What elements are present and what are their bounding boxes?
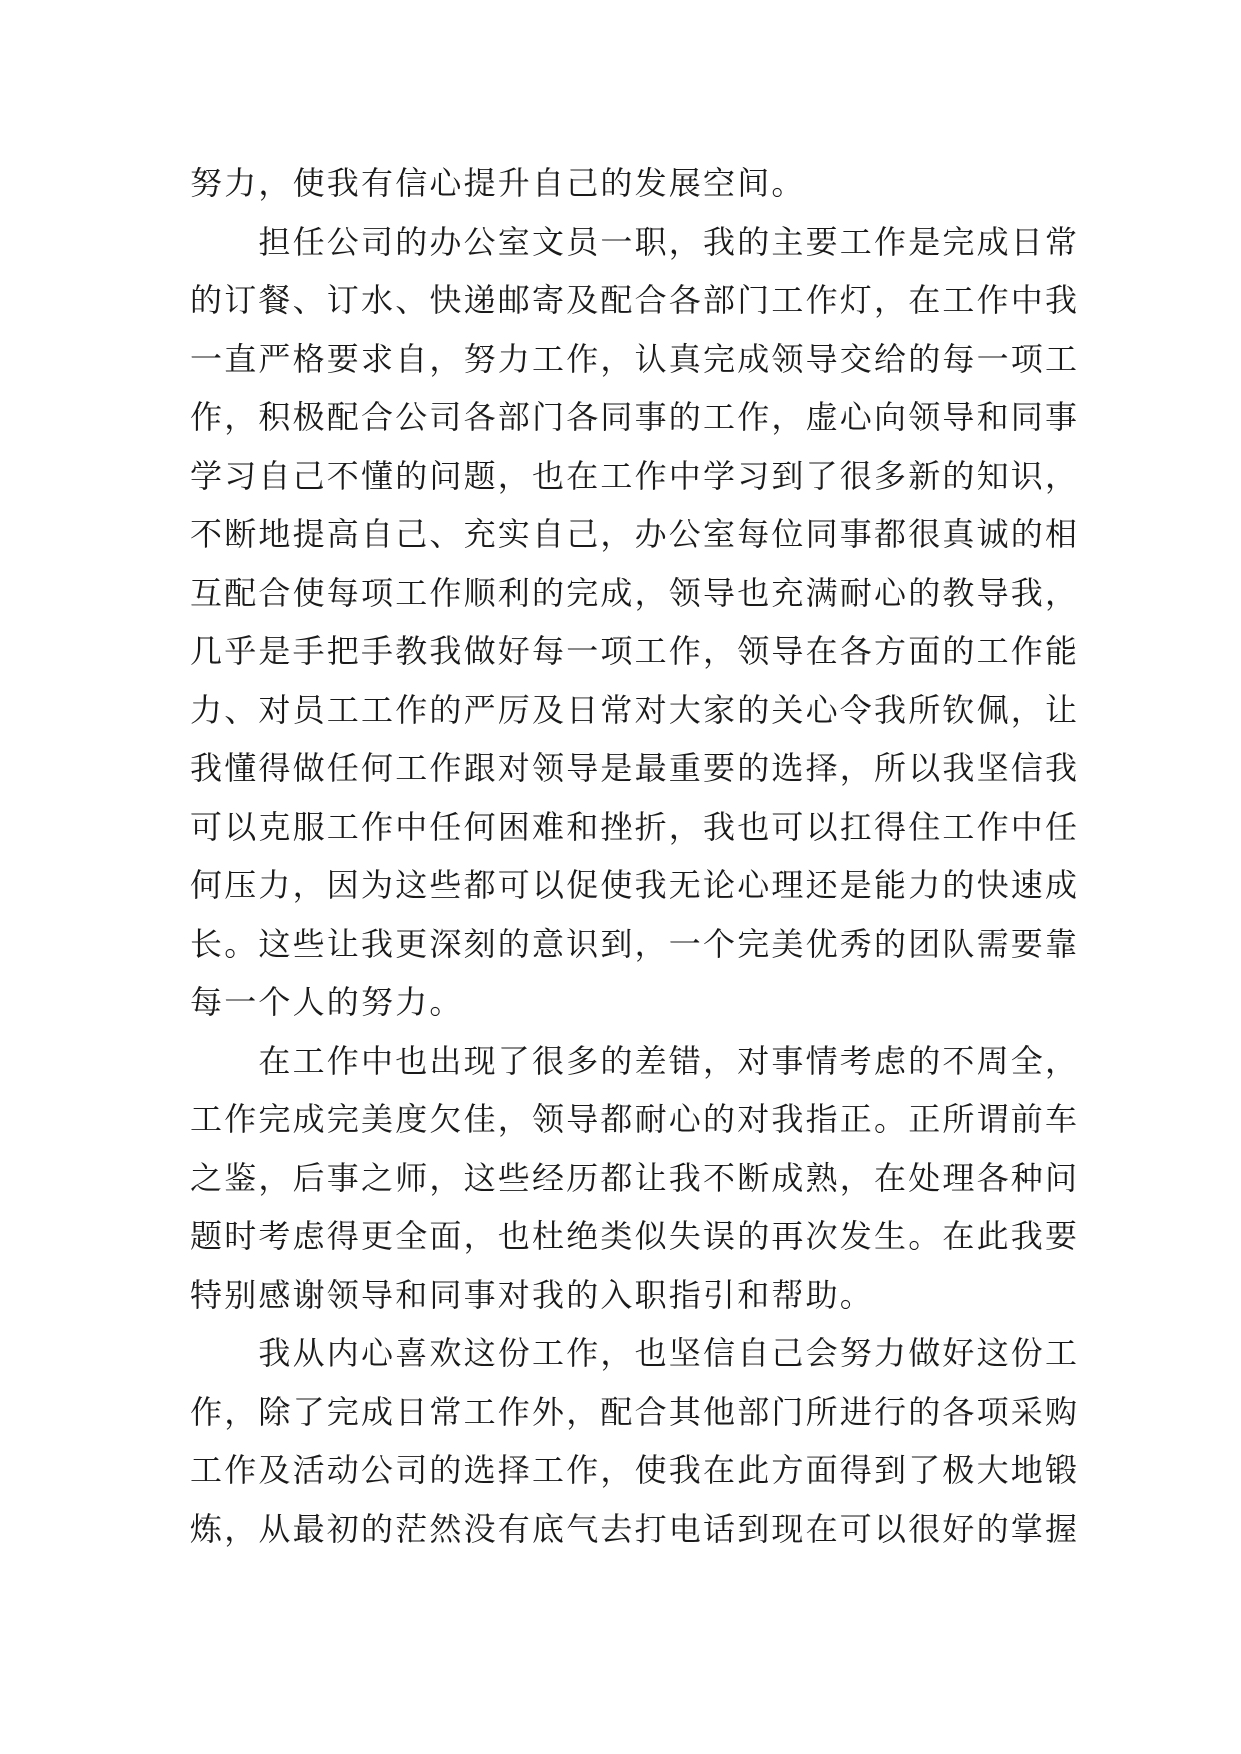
text-line: 学习自己不懂的问题，也在工作中学习到了很多新的知识，: [190, 456, 1080, 495]
text-line: 每一个人的努力。: [190, 983, 464, 1021]
text-line: 长。这些让我更深刻的意识到，一个完美优秀的团队需要靠: [190, 924, 1080, 963]
text-line: 作，除了完成日常工作外，配合其他部门所进行的各项采购: [190, 1392, 1080, 1431]
text-line: 担任公司的办公室文员一职，我的主要工作是完成日常: [190, 222, 1080, 261]
text-line: 特别感谢领导和同事对我的入职指引和帮助。: [190, 1275, 875, 1314]
text-line: 一直严格要求自，努力工作，认真完成领导交给的每一项工: [190, 339, 1080, 378]
text-line: 炼，从最初的茫然没有底气去打电话到现在可以很好的掌握: [190, 1509, 1080, 1548]
text-line: 几乎是手把手教我做好每一项工作，领导在各方面的工作能: [190, 632, 1080, 670]
text-line: 我从内心喜欢这份工作，也坚信自己会努力做好这份工: [190, 1334, 1080, 1372]
text-line: 之鉴，后事之师，这些经历都让我不断成熟，在处理各种问: [190, 1158, 1080, 1197]
text-line: 在工作中也出现了很多的差错，对事情考虑的不周全，: [190, 1041, 1080, 1080]
text-line: 工作及活动公司的选择工作，使我在此方面得到了极大地锻: [190, 1451, 1080, 1489]
text-line: 可以克服工作中任何困难和挫折，我也可以扛得住工作中任: [190, 807, 1080, 846]
text-line: 何压力，因为这些都可以促使我无论心理还是能力的快速成: [190, 866, 1080, 904]
text-line: 力、对员工工作的严厉及日常对大家的关心令我所钦佩，让: [190, 690, 1080, 729]
text-line: 互配合使每项工作顺利的完成，领导也充满耐心的教导我，: [190, 573, 1080, 612]
text-line: 题时考虑得更全面，也杜绝类似失误的再次发生。在此我要: [190, 1217, 1080, 1255]
text-line: 努力，使我有信心提升自己的发展空间。: [190, 164, 806, 202]
text-line: 的订餐、订水、快递邮寄及配合各部门工作灯，在工作中我: [190, 281, 1080, 319]
body-text: [190, 154, 1080, 1558]
text-line: 作，积极配合公司各部门各同事的工作，虚心向领导和同事: [190, 398, 1080, 436]
text-line: 工作完成完美度欠佳，领导都耐心的对我指正。正所谓前车: [190, 1100, 1080, 1138]
text-line: 不断地提高自己、充实自己，办公室每位同事都很真诚的相: [190, 515, 1080, 553]
text-line: 我懂得做任何工作跟对领导是最重要的选择，所以我坚信我: [190, 749, 1080, 787]
